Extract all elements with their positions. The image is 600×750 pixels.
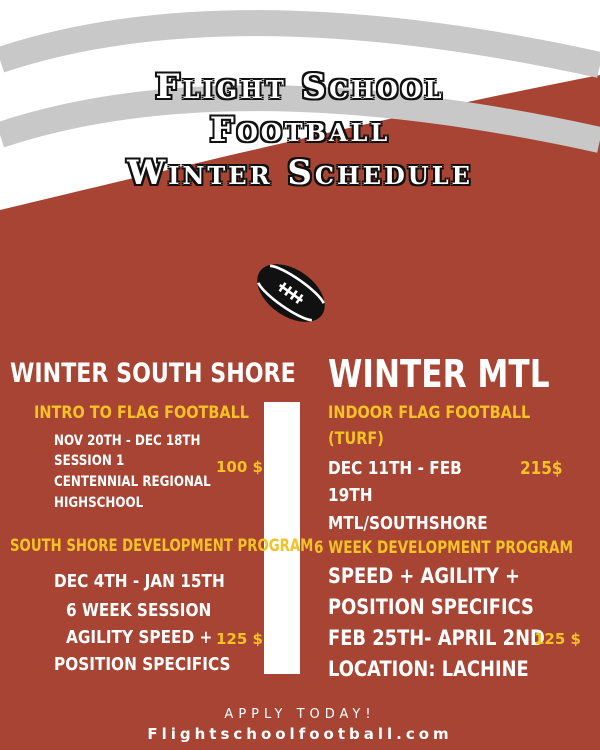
mtl-header: WINTER MTL <box>328 352 550 396</box>
mtl-program2-dates: FEB 25TH- APRIL 2ND <box>328 626 545 650</box>
football-icon <box>248 250 334 336</box>
apply-cta: APPLY TODAY! <box>224 707 376 722</box>
south-shore-header: WINTER SOUTH SHORE <box>10 358 296 389</box>
south-shore-program2-detail-2: POSITION SPECIFICS <box>54 654 231 675</box>
mtl-program1-location: MTL/SOUTHSHORE <box>328 513 488 534</box>
mtl-program1-name-1: INDOOR FLAG FOOTBALL <box>328 403 531 423</box>
south-shore-program1-name: INTRO TO FLAG FOOTBALL <box>34 403 250 423</box>
mtl-program2-price: 125 $ <box>534 630 581 648</box>
website-link[interactable]: Flightschoolfootball.com <box>147 725 453 743</box>
mtl-program2-name: 6 WEEK DEVELOPMENT PROGRAM <box>314 538 574 558</box>
south-shore-program2-price: 125 $ <box>216 630 263 648</box>
south-shore-program1-location-1: CENTENNIAL REGIONAL <box>54 474 211 490</box>
south-shore-program1-dates: NOV 20TH - DEC 18TH <box>54 433 201 449</box>
south-shore-program2-session: 6 WEEK SESSION <box>66 600 212 621</box>
south-shore-program2-detail-1: AGILITY SPEED + <box>66 627 213 648</box>
mtl-program1-dates-1: DEC 11TH - FEB <box>328 458 462 479</box>
mtl-program1-price: 215$ <box>520 458 563 479</box>
mtl-program2-detail-2: POSITION SPECIFICS <box>328 595 534 619</box>
mtl-program1-name-2: (TURF) <box>328 429 384 449</box>
mtl-program2-location: LOCATION: LACHINE <box>328 657 529 681</box>
south-shore-program1-location-2: HIGHSCHOOL <box>54 495 144 511</box>
south-shore-program2-dates: DEC 4TH - JAN 15TH <box>54 571 225 592</box>
south-shore-program1-price: 100 $ <box>216 458 263 476</box>
mtl-program2-detail-1: SPEED + AGILITY + <box>328 564 520 588</box>
title-line-3: Winter Schedule <box>127 153 473 193</box>
mtl-program1-dates-2: 19TH <box>328 485 373 506</box>
title-line-1: Flight School <box>155 67 445 107</box>
south-shore-program2-name: SOUTH SHORE DEVELOPMENT PROGRAM <box>10 536 314 556</box>
south-shore-program1-session: SESSION 1 <box>54 453 125 469</box>
title-line-2: Football <box>209 110 391 150</box>
